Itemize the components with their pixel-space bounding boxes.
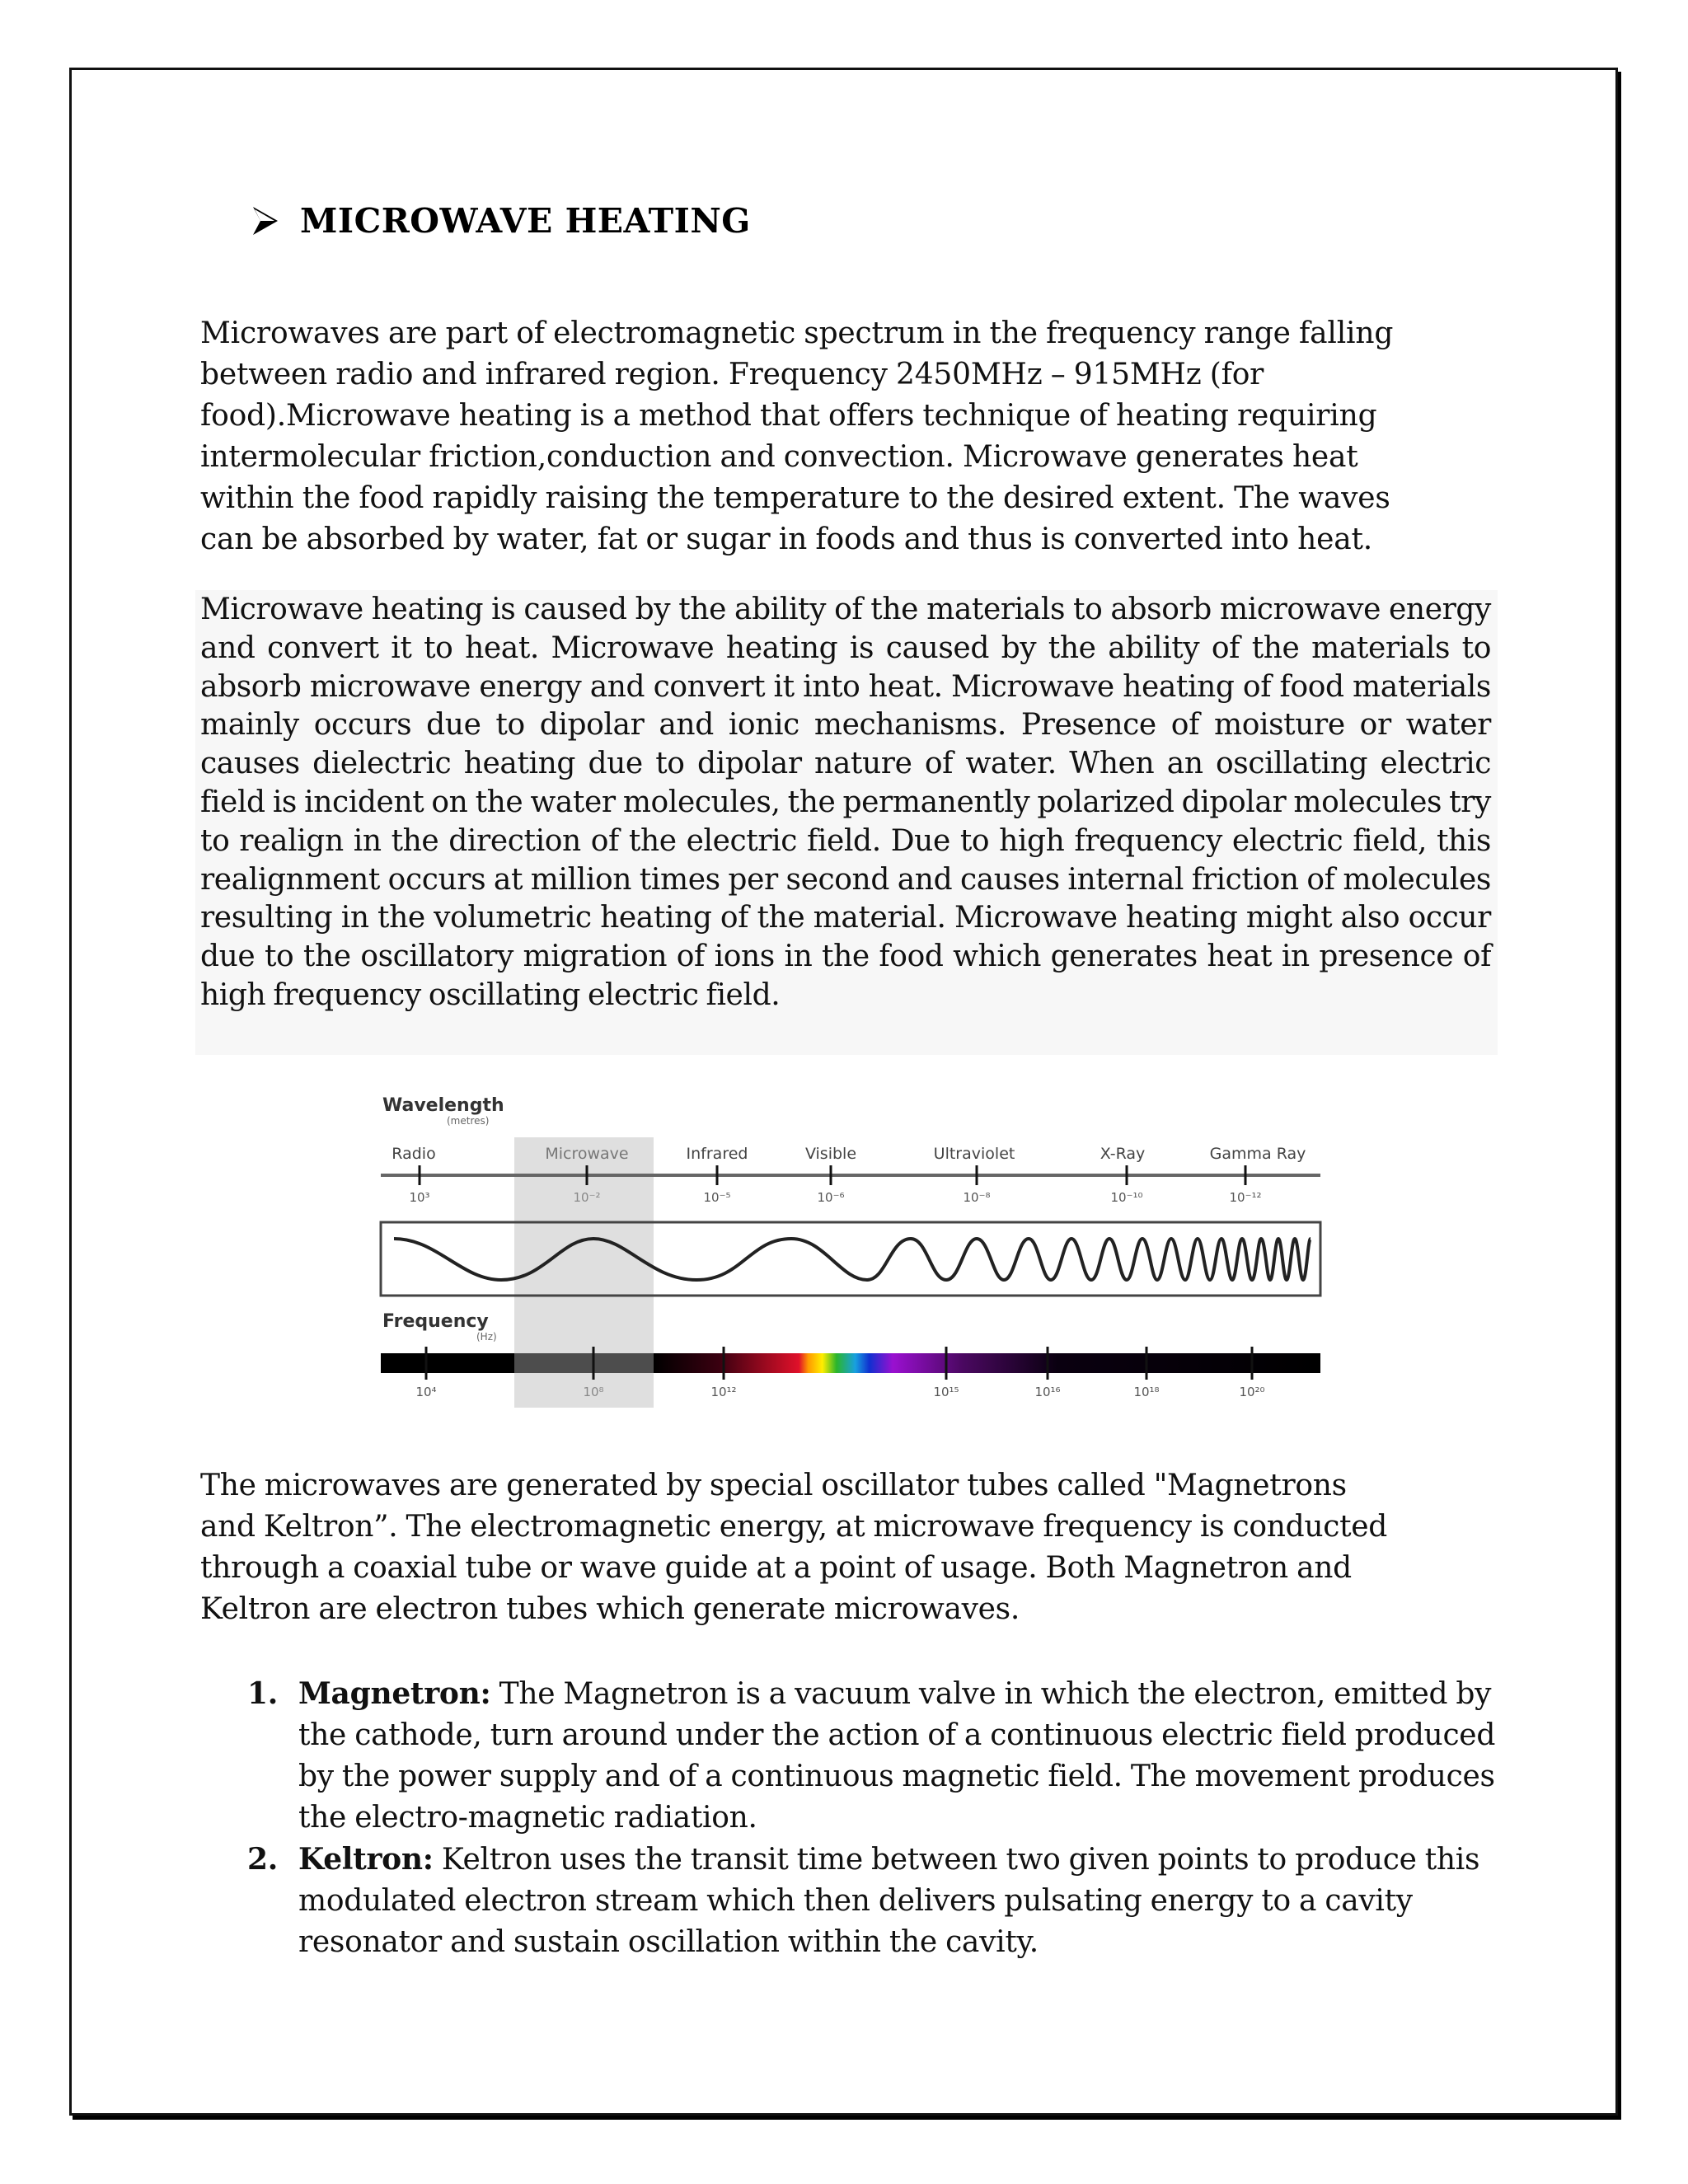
svg-text:10³: 10³ bbox=[409, 1190, 430, 1205]
svg-text:10¹⁶: 10¹⁶ bbox=[1034, 1385, 1061, 1399]
svg-text:10⁴: 10⁴ bbox=[415, 1385, 437, 1399]
text-line: food).Microwave heating is a method that offers technique of heating requiring bbox=[200, 399, 1377, 433]
arrowhead-bullet-icon bbox=[252, 206, 279, 236]
paragraph-mechanism: Microwave heating is caused by the ability of the materials to absorb microwave energy and convert it to heat. Microwave heating is caused by the ability of the materials to absorb microwave energy and convert it into heat. Microwave heating of food materials mainly occurs due to dipolar and ionic mechanisms. Presence of moisture or water causes dielectric heating due to dipolar nature of water. When an oscillating electric field is incident on the water molecules, the permanently polarized dipolar molecules try to realign in the direction of the electric field. Due to high frequency electric field, this realignment occurs at million times per second and causes internal friction of molecules resulting in the volumetric heating of the material. Microwave heating might also occur due to the oscillatory migration of ions in the food which generates heat in presence of high frequency oscillating electric field. bbox=[200, 593, 1491, 1012]
band-label-gamma: Gamma Ray bbox=[1209, 1145, 1306, 1163]
svg-text:10²⁰: 10²⁰ bbox=[1239, 1385, 1265, 1399]
list-text: Keltron uses the transit time between two given points to produce this modulated electron stream which then delivers pulsating energy to a cavity resonator and sustain oscillation within the cavity. bbox=[298, 1843, 1480, 1959]
frequency-unit: (Hz) bbox=[476, 1331, 497, 1343]
wavelength-label: Wavelength bbox=[382, 1095, 504, 1116]
band-label-microwave: Microwave bbox=[545, 1145, 629, 1163]
band-label-ultraviolet: Ultraviolet bbox=[933, 1145, 1015, 1163]
list-number: 1. bbox=[247, 1676, 278, 1711]
list-text: The Magnetron is a vacuum valve in which the electron, emitted by the cathode, turn around under the action of a continuous electric field produced by the power supply and of a continuous magnetic field. The movement produces the electro-magnetic radiation. bbox=[298, 1677, 1496, 1835]
electromagnetic-spectrum-figure bbox=[354, 1071, 1343, 1418]
text-line: through a coaxial tube or wave guide at a point of usage. Both Magnetron and bbox=[200, 1551, 1352, 1585]
text-line: Keltron are electron tubes which generate microwaves. bbox=[200, 1592, 1020, 1626]
svg-text:10¹⁸: 10¹⁸ bbox=[1133, 1385, 1160, 1399]
svg-text:10⁻²: 10⁻² bbox=[573, 1190, 601, 1205]
svg-text:10⁻⁸: 10⁻⁸ bbox=[963, 1190, 991, 1205]
text-line: between radio and infrared region. Frequency 2450MHz – 915MHz (for bbox=[200, 358, 1264, 391]
band-label-radio: Radio bbox=[392, 1145, 436, 1163]
text-line: The microwaves are generated by special oscillator tubes called "Magnetrons bbox=[200, 1469, 1347, 1502]
frequency-label: Frequency bbox=[382, 1311, 489, 1332]
svg-text:10⁻⁶: 10⁻⁶ bbox=[817, 1190, 845, 1205]
paragraph-intro bbox=[200, 313, 1491, 560]
list-term: Keltron: bbox=[298, 1842, 434, 1877]
text-line: within the food rapidly raising the temperature to the desired extent. The waves bbox=[200, 481, 1390, 515]
svg-text:10¹⁵: 10¹⁵ bbox=[933, 1385, 959, 1399]
svg-text:10⁻¹⁰: 10⁻¹⁰ bbox=[1110, 1190, 1143, 1205]
band-label-infrared: Infrared bbox=[686, 1145, 748, 1163]
list-number: 2. bbox=[247, 1842, 278, 1877]
wavelength-unit: (metres) bbox=[447, 1115, 490, 1127]
text-line: intermolecular friction,conduction and convection. Microwave generates heat bbox=[200, 440, 1358, 474]
svg-text:10⁸: 10⁸ bbox=[583, 1385, 604, 1399]
band-label-visible: Visible bbox=[804, 1145, 857, 1163]
text-line: Microwaves are part of electromagnetic spectrum in the frequency range falling bbox=[200, 316, 1394, 350]
band-label-xray: X-Ray bbox=[1100, 1145, 1146, 1163]
list-term: Magnetron: bbox=[298, 1676, 491, 1711]
page-title: MICROWAVE HEATING bbox=[300, 201, 751, 241]
svg-text:10⁻¹²: 10⁻¹² bbox=[1229, 1190, 1262, 1205]
svg-text:10⁻⁵: 10⁻⁵ bbox=[703, 1190, 731, 1205]
numbered-list bbox=[247, 1673, 1500, 1963]
text-line: and Keltron”. The electromagnetic energy, at microwave frequency is conducted bbox=[200, 1510, 1387, 1544]
section-heading bbox=[252, 198, 751, 244]
svg-text:10¹²: 10¹² bbox=[710, 1385, 737, 1399]
paragraph-generation bbox=[200, 1465, 1491, 1630]
text-line: can be absorbed by water, fat or sugar in foods and thus is converted into heat. bbox=[200, 523, 1372, 556]
list-item-magnetron bbox=[247, 1673, 1500, 1839]
list-item-keltron bbox=[247, 1839, 1500, 1963]
